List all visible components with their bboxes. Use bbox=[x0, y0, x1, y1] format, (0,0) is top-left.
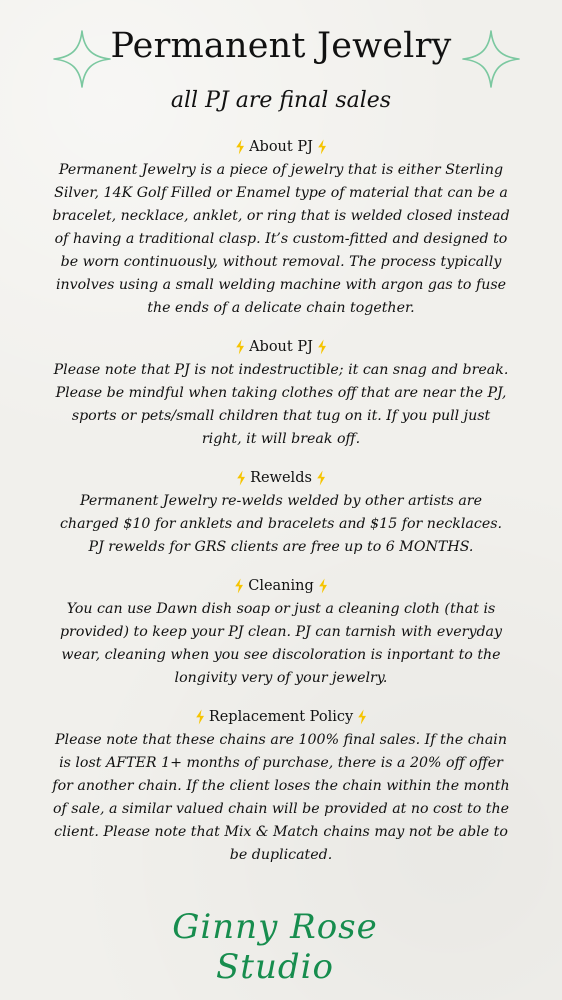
content-sections bbox=[52, 138, 510, 885]
section-body: Permanent Jewelry is a piece of jewelry that is either Sterling Silver, 14K Golf Filled or Enamel type of material that can be a bracelet, necklace, anklet, or ring that is welded closed instead of having a traditional clasp. It’s custom-fitted and designed to be worn continuously, without removal. The process typically involves using a small welding machine with argon gas to fuse the ends of a delicate chain together. bbox=[52, 162, 510, 317]
lightning-bolt-icon bbox=[194, 709, 206, 725]
page-title: Permanent Jewelry bbox=[110, 26, 452, 66]
section-heading-label: About PJ bbox=[249, 139, 313, 155]
lightning-bolt-icon bbox=[235, 470, 247, 486]
section-heading bbox=[234, 138, 328, 156]
section-heading bbox=[194, 708, 368, 726]
section-heading-label: About PJ bbox=[249, 339, 313, 356]
lightning-bolt-icon bbox=[316, 139, 328, 155]
section-body: You can use Dawn dish soap or just a cleaning cloth (that is provided) to keep your PJ clean. PJ can tarnish with everyday wear, cleaning when you see discoloration is inportant to the longivity very of your jewelry. bbox=[59, 601, 503, 687]
section-body: Please note that these chains are 100% final sales. If the chain is lost AFTER 1+ months of purchase, there is a 20% off offer for another chain. If the client loses the chain within the month of sale, a similar valued chain will be provided at no cost to the client. Please note that Mix & Match chains may not be able to be duplicated. bbox=[52, 732, 510, 864]
section-heading-label: Replacement Policy bbox=[208, 709, 354, 726]
lightning-bolt-icon bbox=[315, 470, 327, 486]
signature: Ginny Rose Studio bbox=[172, 907, 378, 987]
lightning-bolt-icon bbox=[317, 578, 329, 594]
section-heading-label: Rewelds bbox=[250, 470, 312, 487]
cleaning-section bbox=[52, 577, 510, 690]
section-heading bbox=[235, 469, 327, 487]
section-heading bbox=[233, 577, 329, 595]
lightning-bolt-icon bbox=[316, 339, 328, 355]
lightning-bolt-icon bbox=[234, 139, 246, 155]
section-body: Please note that PJ is not indestructible; it can snag and break. Please be mindful when taking clothes off that are near the PJ, sports or pets/small children that tug on it. If you pull just right, it will break off. bbox=[53, 362, 509, 448]
page-subtitle: all PJ are final sales bbox=[170, 88, 392, 113]
section-heading-label: Cleaning bbox=[248, 578, 314, 595]
rewelds-section bbox=[52, 469, 510, 559]
lightning-bolt-icon bbox=[234, 339, 246, 355]
replacement-policy-section bbox=[52, 708, 510, 867]
section-heading bbox=[234, 338, 328, 356]
lightning-bolt-icon bbox=[356, 709, 368, 725]
pj-care-section bbox=[52, 338, 510, 451]
lightning-bolt-icon bbox=[233, 578, 245, 594]
section-body: Permanent Jewelry re-welds welded by other artists are charged $10 for anklets and bracelets and $15 for necklaces. PJ rewelds for GRS clients are free up to 6 MONTHS. bbox=[59, 493, 503, 556]
about-pj-section bbox=[52, 138, 510, 320]
